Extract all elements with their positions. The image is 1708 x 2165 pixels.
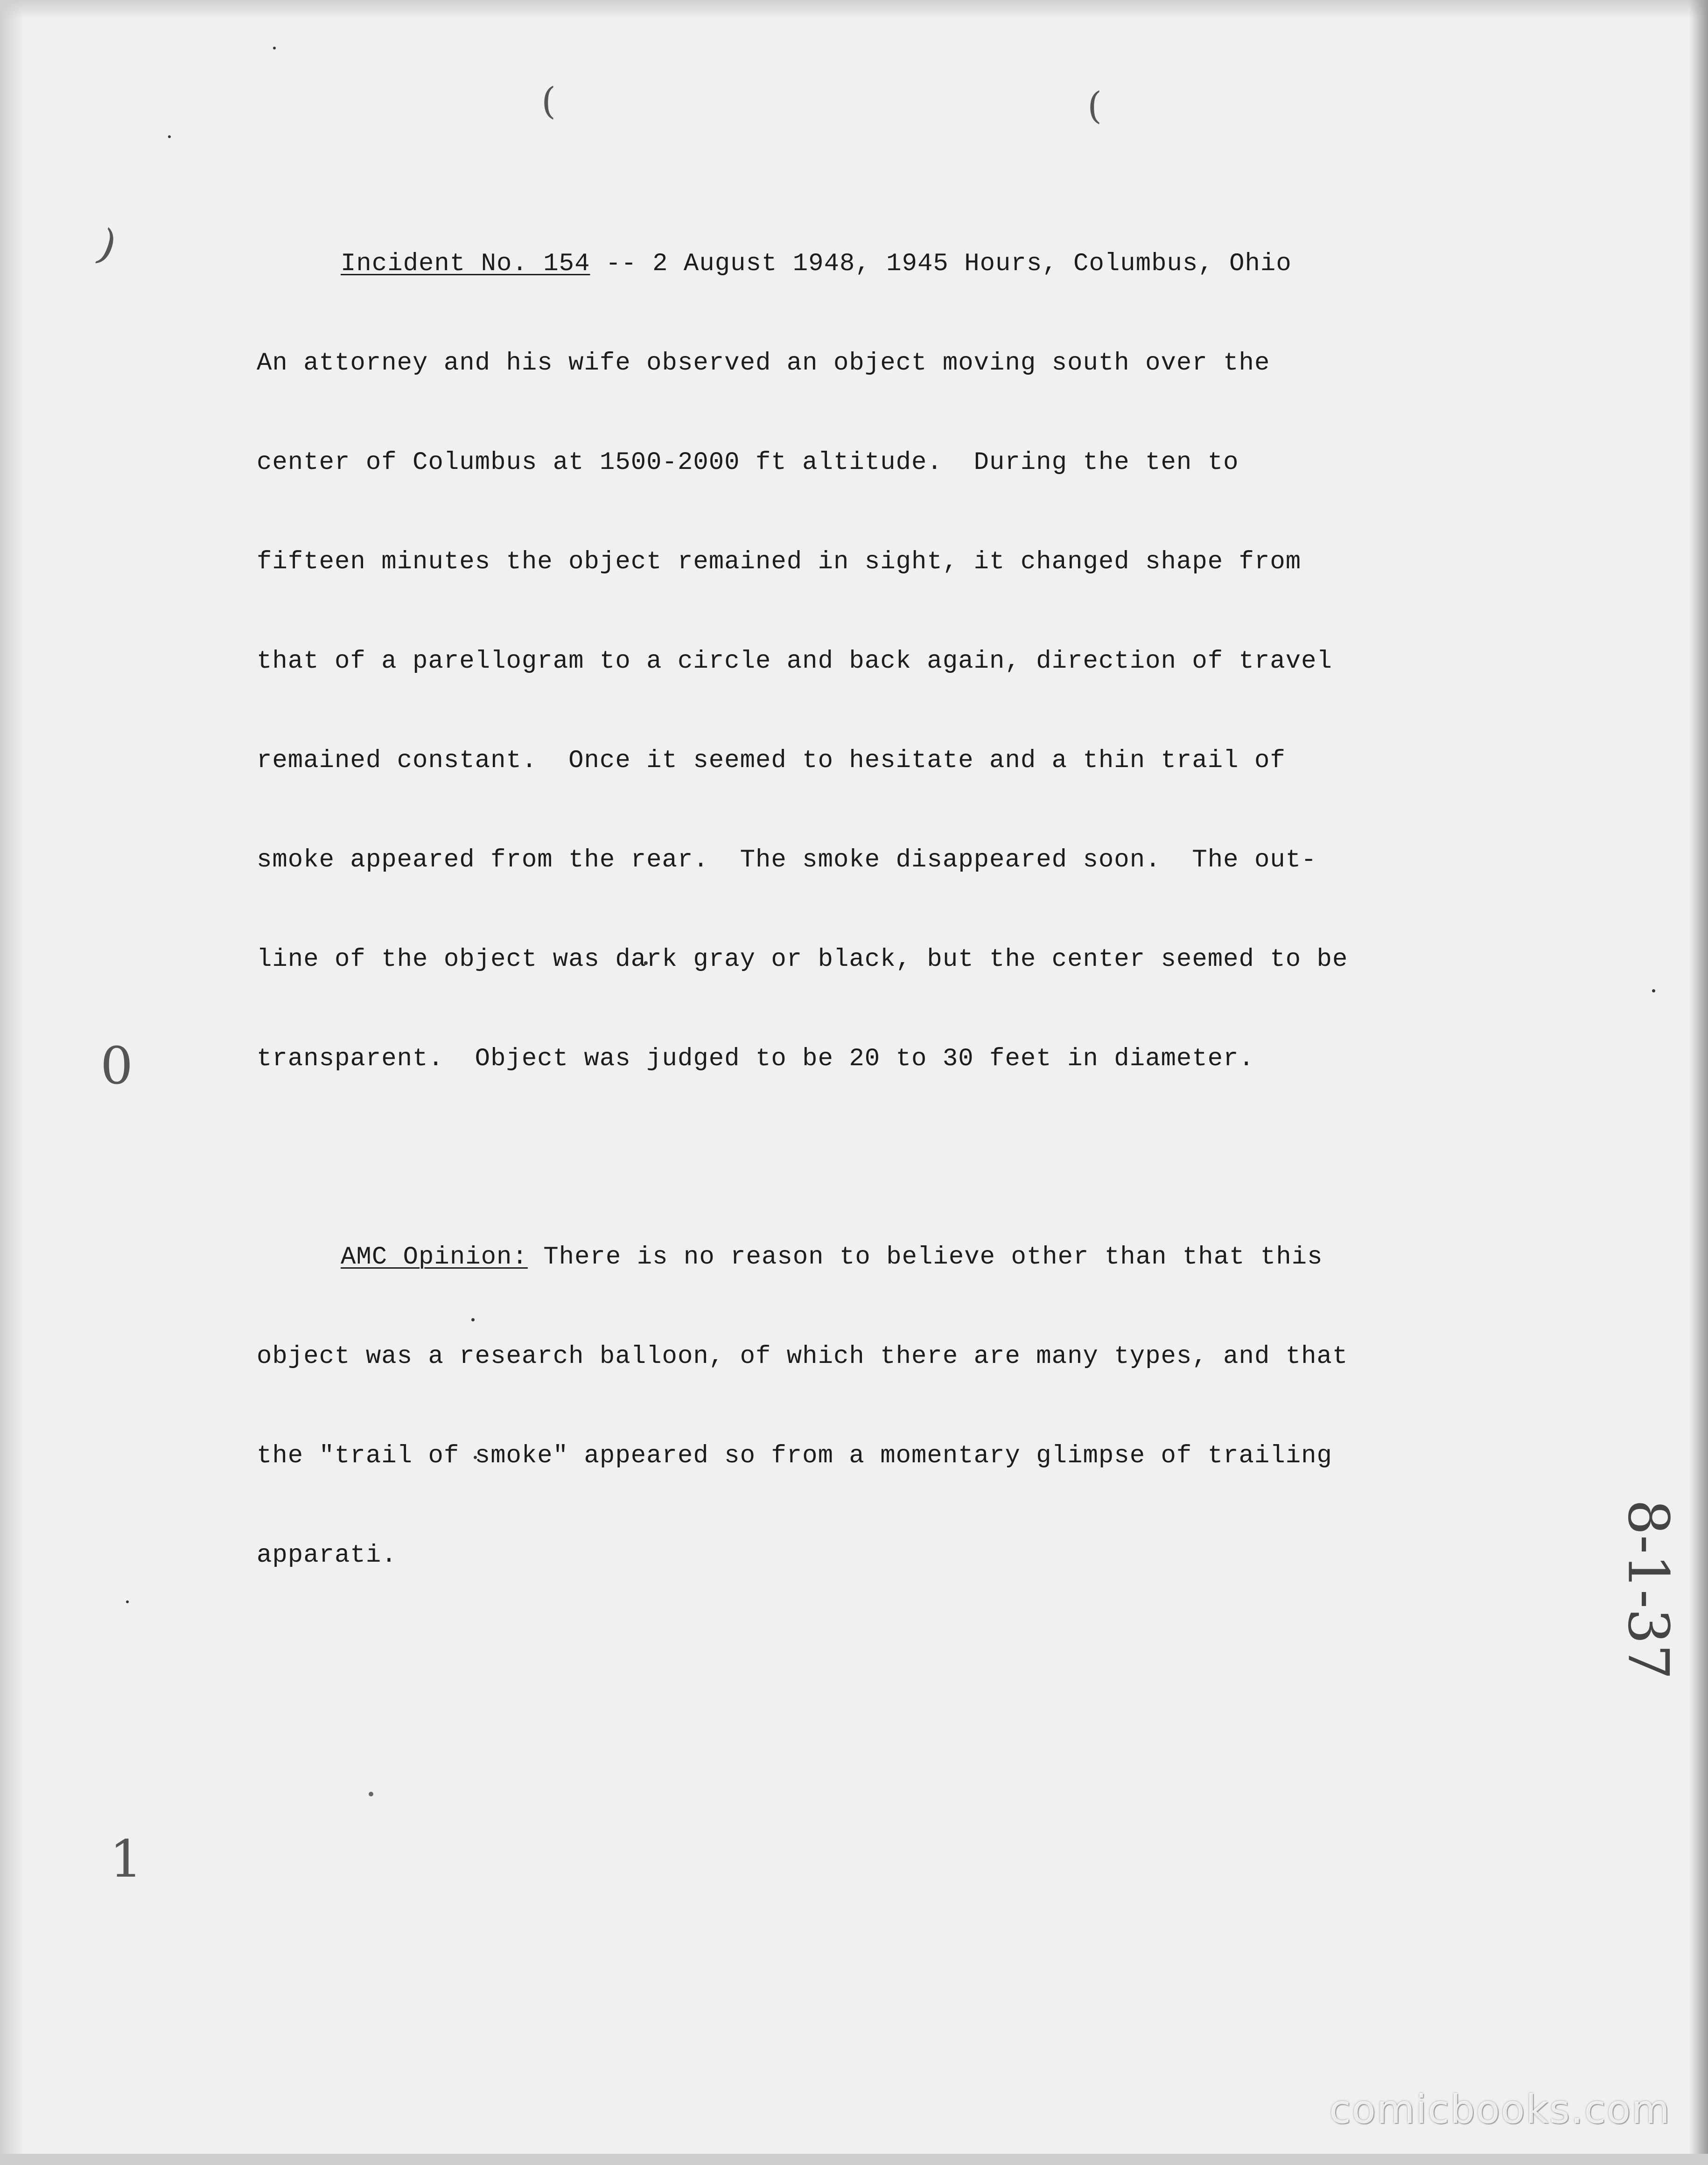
incident-number: Incident No. 154 xyxy=(341,250,590,278)
opinion-line: object was a research balloon, of which there are many types, and that xyxy=(257,1342,1348,1371)
incident-line: transparent. Object was judged to be 20 to 30 feet in diameter. xyxy=(257,1045,1254,1073)
incident-line: line of the object was dark gray or black, but the center seemed to be xyxy=(257,945,1348,974)
incident-heading xyxy=(257,247,1479,280)
scan-top-shadow xyxy=(0,0,1708,19)
incident-line: that of a parellogram to a circle and back again, direction of travel xyxy=(257,647,1332,676)
scan-speck xyxy=(369,1792,373,1796)
opinion-line: apparati. xyxy=(257,1541,397,1570)
scan-speck xyxy=(273,47,276,49)
handwritten-margin-note: 8-1-37 xyxy=(1615,1499,1680,1680)
opinion-line: the "trail of smoke" appeared so from a momentary glimpse of trailing xyxy=(257,1442,1332,1470)
opinion-line: There is no reason to believe other than that this xyxy=(527,1243,1323,1271)
opinion-heading xyxy=(257,1241,1479,1274)
hole-punch-mark: 1 xyxy=(110,1829,142,1889)
hole-punch-mark: ( xyxy=(90,223,123,274)
incident-line: An attorney and his wife observed an object moving south over the xyxy=(257,349,1270,377)
incident-line: remained constant. Once it seemed to hesitate and a thin trail of xyxy=(257,747,1286,775)
hole-punch-mark: 0 xyxy=(100,1036,133,1096)
typewritten-report xyxy=(257,181,1479,1638)
scan-left-edge xyxy=(0,0,23,2165)
scan-speck xyxy=(168,135,171,138)
incident-line: fifteen minutes the object remained in sight, it changed shape from xyxy=(257,548,1302,576)
stray-paren-mark: ( xyxy=(1087,84,1102,127)
incident-line: smoke appeared from the rear. The smoke disappeared soon. The out- xyxy=(257,846,1317,874)
scan-right-edge xyxy=(1689,0,1708,2165)
incident-line: center of Columbus at 1500-2000 ft altitude. During the ten to xyxy=(257,448,1239,477)
opinion-label: AMC Opinion: xyxy=(341,1243,528,1271)
scan-bottom-edge xyxy=(0,2154,1708,2165)
paragraph-gap xyxy=(257,1142,1479,1174)
scan-speck xyxy=(126,1600,129,1603)
watermark: comicbooks.com xyxy=(1329,2087,1671,2132)
scan-speck xyxy=(1652,989,1655,992)
stray-paren-mark: ( xyxy=(541,79,556,123)
incident-date-location: -- 2 August 1948, 1945 Hours, Columbus, Ohio xyxy=(590,250,1292,278)
